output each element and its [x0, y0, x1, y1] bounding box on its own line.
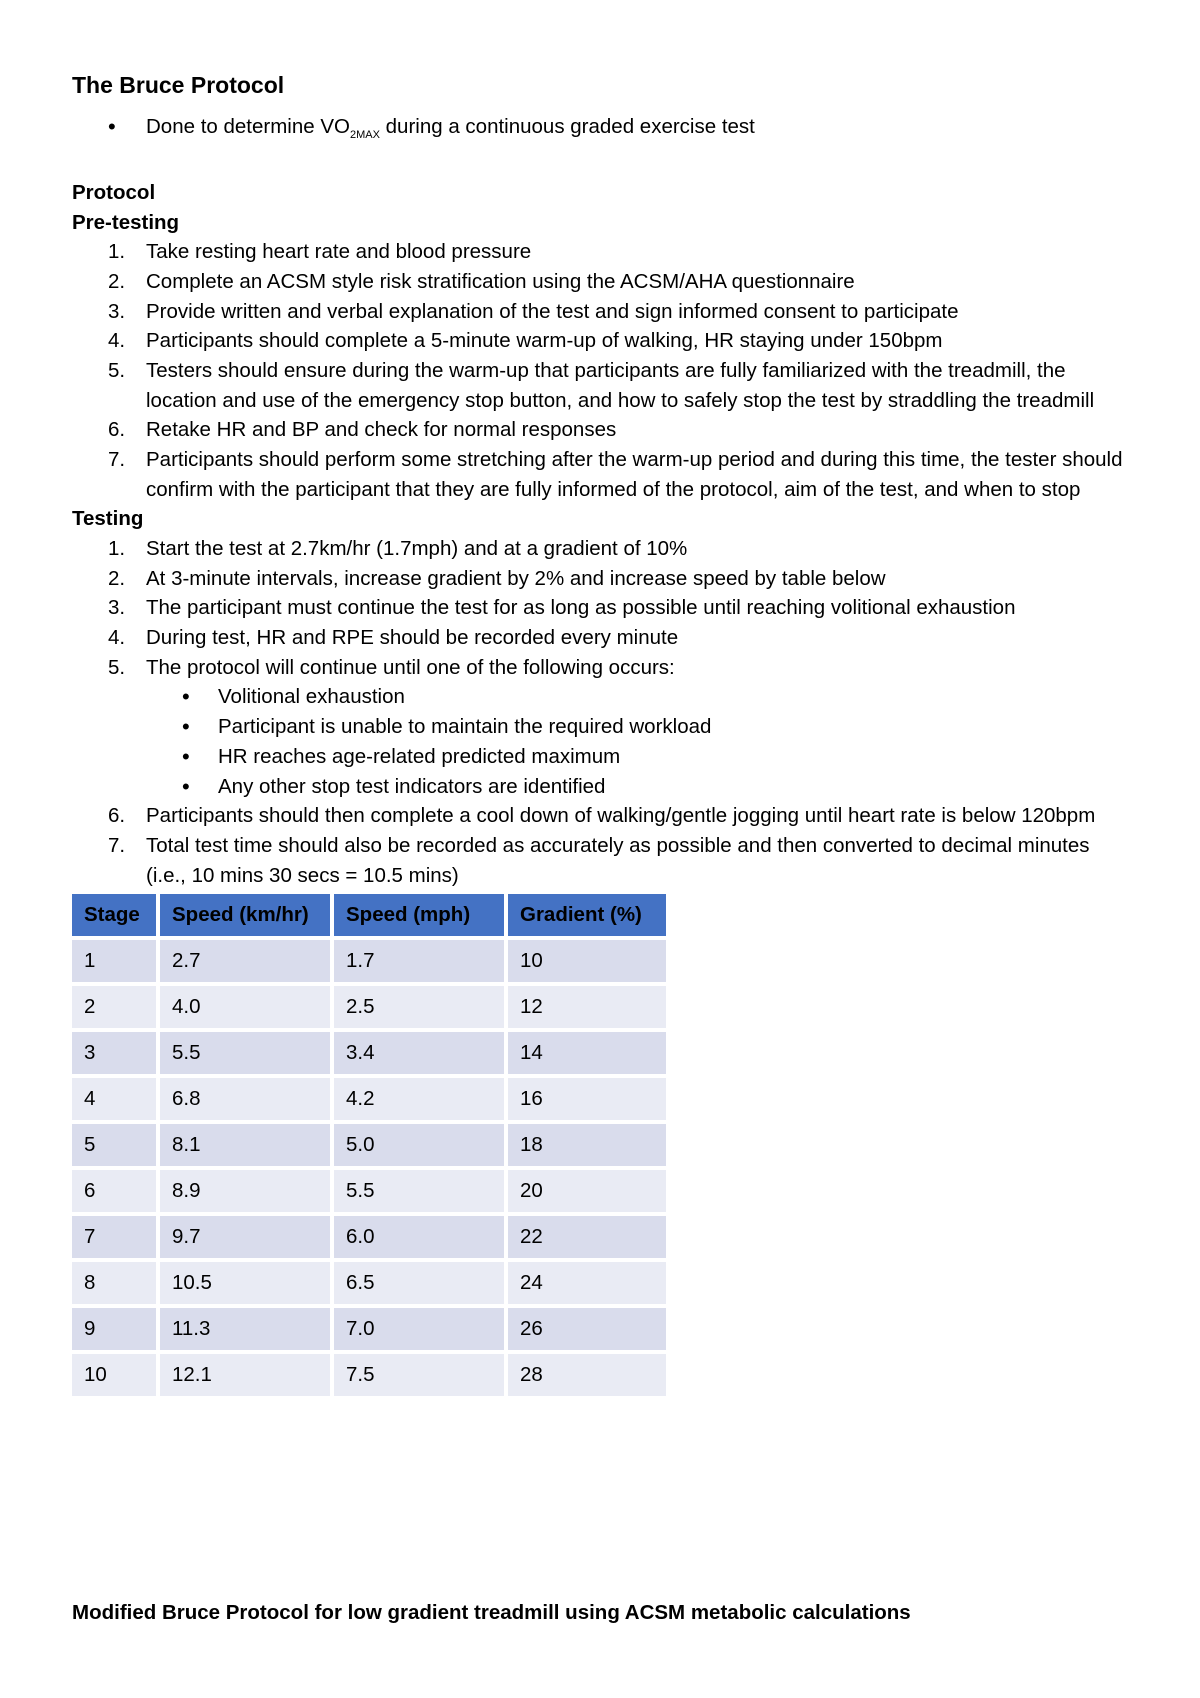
list-item: 7. Participants should perform some stretching after the warm-up period and during this time, the tester should confirm with the participant that they are fully informed of the protocol, aim of the test, and when to stop	[108, 448, 1123, 501]
stop-condition: • Any other stop test indicators are identified	[72, 772, 1132, 802]
header-stage: Stage	[72, 894, 156, 936]
list-item: 1. Take resting heart rate and blood pressure	[108, 240, 532, 264]
list-item: 6. Participants should then complete a cool down of walking/gentle jogging until heart rate is below 120bpm	[108, 804, 1096, 828]
intro-item	[72, 112, 1132, 150]
bruce-stage-table	[68, 890, 670, 1400]
testing-steps	[72, 534, 1132, 890]
header-gradient: Gradient (%)	[508, 894, 666, 936]
stop-condition: • Volitional exhaustion	[72, 682, 1132, 712]
page-title: The Bruce Protocol	[72, 72, 285, 98]
stop-condition: • HR reaches age-related predicted maximum	[72, 742, 1132, 772]
table-row: 5 8.1 5.0 18	[72, 1124, 666, 1166]
list-item: 3. The participant must continue the test for as long as possible until reaching volitional exhaustion	[108, 596, 1016, 620]
table-row: 2 4.0 2.5 12	[72, 986, 666, 1028]
testing-heading: Testing	[72, 507, 144, 531]
list-item: 4. During test, HR and RPE should be recorded every minute	[108, 626, 679, 650]
table-row: 6 8.9 5.5 20	[72, 1170, 666, 1212]
table-row: 9 11.3 7.0 26	[72, 1308, 666, 1350]
list-item: 5. The protocol will continue until one of the following occurs: • Volitional exhaustion • Participant is unable to maintain the required workload • HR reaches age-related predicted maximum • Any other stop test indicators are identified	[72, 653, 1132, 802]
table-row: 4 6.8 4.2 16	[72, 1078, 666, 1120]
list-item: 3. Provide written and verbal explanation of the test and sign informed consent to participate	[108, 299, 959, 323]
table-row: 10 12.1 7.5 28	[72, 1354, 666, 1396]
list-item: 4. Participants should complete a 5-minute warm-up of walking, HR staying under 150bpm	[108, 329, 943, 353]
list-item: 5. Testers should ensure during the warm-up that participants are fully familiarized with the treadmill, the location and use of the emergency stop button, and how to safely stop the test by straddling the treadmill	[108, 358, 1095, 412]
stop-condition: • Participant is unable to maintain the required workload	[72, 712, 1132, 742]
table-header-row	[72, 894, 666, 936]
intro-prefix: Done to determine VO	[146, 115, 350, 138]
table-row: 1 2.7 1.7 10	[72, 940, 666, 982]
header-speed-mph: Speed (mph)	[334, 894, 504, 936]
list-item: 6. Retake HR and BP and check for normal responses	[108, 418, 617, 442]
table-row: 7 9.7 6.0 22	[72, 1216, 666, 1258]
intro-suffix: during a continuous graded exercise test	[379, 115, 755, 138]
list-item: 2. Complete an ACSM style risk stratification using the ACSM/AHA questionnaire	[108, 269, 855, 293]
document-page	[72, 72, 1132, 1400]
intro-subscript: 2MAX	[349, 129, 380, 142]
stop-conditions-list	[146, 682, 1132, 801]
pretesting-steps	[72, 237, 1132, 504]
table-row: 8 10.5 6.5 24	[72, 1262, 666, 1304]
list-item: 1. Start the test at 2.7km/hr (1.7mph) and at a gradient of 10%	[108, 536, 688, 560]
list-item: 2. At 3-minute intervals, increase gradient by 2% and increase speed by table below	[108, 566, 886, 590]
header-speed-kmh: Speed (km/hr)	[160, 894, 330, 936]
table-row: 3 5.5 3.4 14	[72, 1032, 666, 1074]
spacer	[72, 150, 1132, 178]
modified-protocol-heading: Modified Bruce Protocol for low gradient treadmill using ACSM metabolic calculations	[72, 1600, 911, 1624]
list-item: 7. Total test time should also be recorded as accurately as possible and then converted to decimal minutes (i.e., 10 mins 30 secs = 10.5 mins)	[108, 833, 1090, 887]
intro-list	[72, 112, 1132, 150]
protocol-heading: Protocol	[72, 181, 156, 205]
pretesting-heading: Pre-testing	[72, 210, 180, 234]
